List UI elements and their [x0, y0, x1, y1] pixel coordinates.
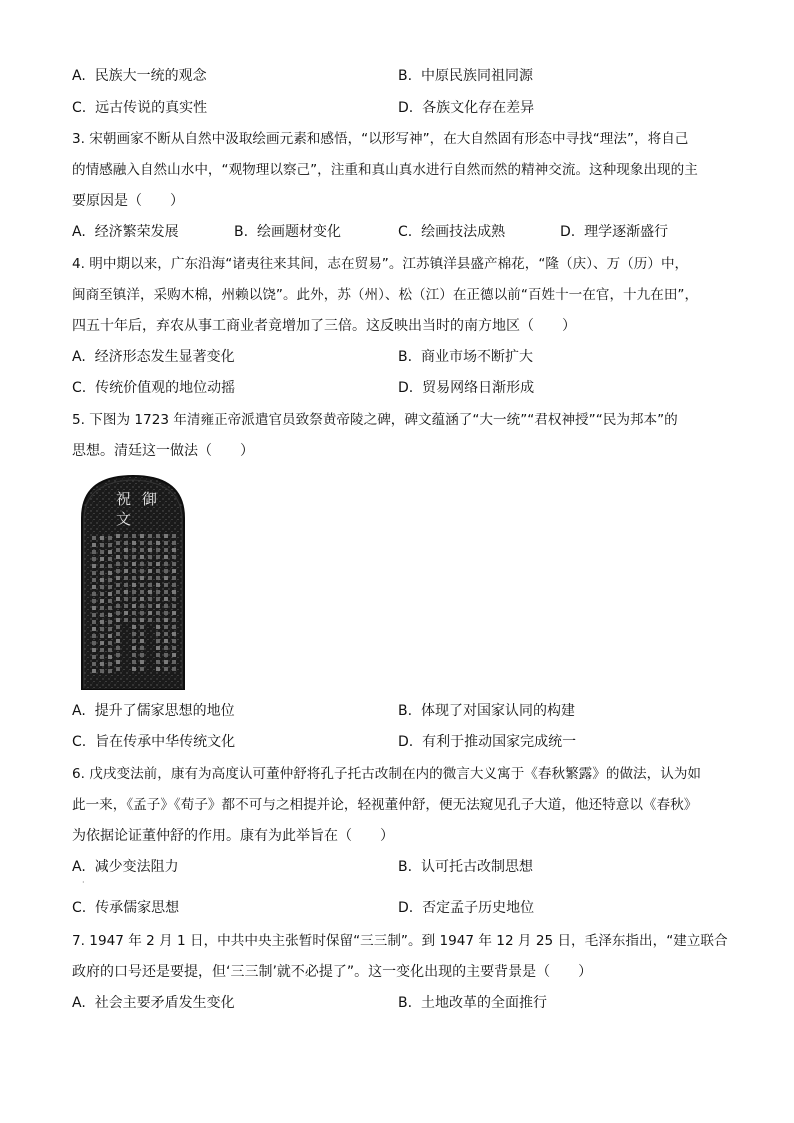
inscription-glyph-mark	[164, 576, 168, 580]
inscription-glyph-mark	[172, 534, 176, 538]
inscription-glyph-mark	[140, 646, 144, 650]
inscription-glyph-mark	[148, 583, 152, 587]
inscription-glyph-mark	[116, 562, 120, 566]
inscription-glyph-mark	[156, 583, 160, 587]
inscription-glyph-mark	[172, 562, 176, 566]
inscription-glyph-mark	[116, 590, 120, 594]
inscription-glyph-mark	[132, 660, 136, 664]
inscription-glyph-mark	[100, 655, 104, 659]
inscription-glyph-mark	[164, 618, 168, 622]
inscription-glyph-mark	[92, 613, 96, 617]
inscription-glyph-mark	[108, 669, 112, 673]
inscription-glyph-mark	[100, 634, 104, 638]
inscription-glyph-mark	[116, 611, 120, 615]
inscription-glyph-mark	[92, 571, 96, 575]
q5-stem-line-1: 5. 下图为 1723 年清雍正帝派遣官员致祭黄帝陵之碑，碑文蕴涵了“大一统”“君权神授”“民为邦本”的	[72, 412, 678, 428]
inscription-glyph-mark	[156, 660, 160, 664]
inscription-glyph-mark	[140, 632, 144, 636]
inscription-glyph-mark	[140, 576, 144, 580]
inscription-glyph-mark	[132, 555, 136, 559]
q3-option-a: A. 经济繁荣发展	[72, 224, 179, 240]
q5-option-b: B. 体现了对国家认同的构建	[398, 703, 575, 719]
inscription-glyph-mark	[172, 660, 176, 664]
inscription-glyph-mark	[164, 660, 168, 664]
inscription-glyph-mark	[140, 590, 144, 594]
inscription-glyph-mark	[100, 627, 104, 631]
q5-option-a: A. 提升了儒家思想的地位	[72, 703, 235, 719]
inscription-glyph-mark	[100, 592, 104, 596]
inscription-glyph-mark	[108, 606, 112, 610]
stele-rubbing-image	[78, 474, 188, 690]
inscription-glyph-mark	[148, 534, 152, 538]
inscription-glyph-mark	[172, 597, 176, 601]
inscription-glyph-mark	[148, 548, 152, 552]
inscription-glyph-mark	[100, 550, 104, 554]
inscription-glyph-mark	[100, 606, 104, 610]
inscription-glyph-mark	[92, 585, 96, 589]
inscription-glyph-mark	[92, 669, 96, 673]
inscription-glyph-mark	[164, 611, 168, 615]
inscription-glyph-mark	[92, 606, 96, 610]
inscription-glyph-mark	[124, 541, 128, 545]
q2-option-b: B. 中原民族同祖同源	[398, 68, 533, 84]
inscription-glyph-mark	[100, 662, 104, 666]
inscription-glyph-mark	[156, 548, 160, 552]
inscription-glyph-mark	[132, 597, 136, 601]
inscription-glyph-mark	[140, 611, 144, 615]
inscription-glyph-mark	[148, 618, 152, 622]
inscription-glyph-mark	[100, 641, 104, 645]
q7-option-b: B. 土地改革的全面推行	[398, 995, 547, 1011]
inscription-glyph-mark	[116, 653, 120, 657]
inscription-glyph-mark	[172, 632, 176, 636]
q6-option-b: B. 认可托古改制思想	[398, 859, 533, 875]
q3-option-b: B. 绘画题材变化	[234, 224, 341, 240]
inscription-glyph-mark	[92, 620, 96, 624]
inscription-glyph-mark	[140, 534, 144, 538]
inscription-glyph-mark	[156, 576, 160, 580]
q3-stem-line-1: 3. 宋朝画家不断从自然中汲取绘画元素和感悟，“以形写神”，在大自然固有形态中寻找“理法”，将自己	[72, 131, 689, 147]
q7-option-a: A. 社会主要矛盾发生变化	[72, 995, 235, 1011]
inscription-glyph-mark	[108, 543, 112, 547]
inscription-glyph-mark	[124, 576, 128, 580]
inscription-glyph-mark	[132, 611, 136, 615]
inscription-glyph-mark	[116, 660, 120, 664]
inscription-glyph-mark	[92, 627, 96, 631]
inscription-glyph-mark	[172, 604, 176, 608]
q3-stem-line-3: 要原因是（ ）	[72, 193, 184, 209]
inscription-glyph-mark	[156, 632, 160, 636]
inscription-glyph-mark	[132, 541, 136, 545]
stele-heading-char-3: 文	[116, 510, 132, 528]
inscription-glyph-mark	[148, 541, 152, 545]
q6-option-a: A. 减少变法阻力	[72, 859, 179, 875]
q4-option-d: D. 贸易网络日渐形成	[398, 380, 535, 396]
inscription-glyph-mark	[100, 669, 104, 673]
inscription-glyph-mark	[116, 548, 120, 552]
inscription-glyph-mark	[140, 653, 144, 657]
inscription-glyph-mark	[116, 583, 120, 587]
inscription-glyph-mark	[108, 620, 112, 624]
inscription-glyph-mark	[100, 543, 104, 547]
inscription-glyph-mark	[140, 562, 144, 566]
inscription-glyph-mark	[92, 543, 96, 547]
inscription-glyph-mark	[132, 576, 136, 580]
q5-option-d: D. 有利于推动国家完成统一	[398, 734, 577, 750]
inscription-glyph-mark	[156, 534, 160, 538]
inscription-glyph-mark	[156, 597, 160, 601]
inscription-glyph-mark	[156, 625, 160, 629]
inscription-glyph-mark	[116, 639, 120, 643]
inscription-glyph-mark	[140, 541, 144, 545]
inscription-glyph-mark	[156, 653, 160, 657]
inscription-glyph-mark	[108, 627, 112, 631]
inscription-glyph-mark	[156, 611, 160, 615]
inscription-glyph-mark	[148, 555, 152, 559]
inscription-glyph-mark	[116, 576, 120, 580]
q2-option-a: A. 民族大一统的观念	[72, 68, 207, 84]
q6-stem-line-1: 6. 戊戌变法前，康有为高度认可董仲舒将孔子托古改制在内的微言大义寓于《春秋繁露》的做法，认为如	[72, 766, 702, 782]
stray-dot-mark: ·	[82, 878, 85, 887]
inscription-glyph-mark	[108, 634, 112, 638]
inscription-glyph-mark	[100, 613, 104, 617]
q4-option-a: A. 经济形态发生显著变化	[72, 349, 235, 365]
inscription-glyph-mark	[124, 555, 128, 559]
inscription-glyph-mark	[108, 585, 112, 589]
inscription-glyph-mark	[148, 597, 152, 601]
q3-option-c: C. 绘画技法成熟	[398, 224, 506, 240]
inscription-glyph-mark	[100, 648, 104, 652]
q3-option-d: D. 理学逐渐盛行	[560, 224, 669, 240]
inscription-glyph-mark	[108, 655, 112, 659]
inscription-glyph-mark	[124, 583, 128, 587]
inscription-glyph-mark	[108, 662, 112, 666]
q6-stem-line-2: 此一来，《孟子》《荀子》都不可与之相提并论，轻视董仲舒，便无法窥见孔子大道，他还特意以《春秋》	[72, 797, 698, 813]
inscription-glyph-mark	[124, 597, 128, 601]
inscription-glyph-mark	[116, 569, 120, 573]
inscription-glyph-mark	[92, 662, 96, 666]
q5-option-c: C. 旨在传承中华传统文化	[72, 734, 236, 750]
inscription-glyph-mark	[156, 639, 160, 643]
inscription-glyph-mark	[100, 564, 104, 568]
inscription-glyph-mark	[100, 620, 104, 624]
inscription-glyph-mark	[172, 646, 176, 650]
inscription-glyph-mark	[92, 592, 96, 596]
inscription-glyph-mark	[108, 599, 112, 603]
inscription-glyph-mark	[172, 625, 176, 629]
inscription-glyph-mark	[172, 667, 176, 671]
q4-option-c: C. 传统价值观的地位动摇	[72, 380, 236, 396]
inscription-glyph-mark	[140, 660, 144, 664]
inscription-glyph-mark	[148, 562, 152, 566]
inscription-glyph-mark	[164, 569, 168, 573]
inscription-glyph-mark	[132, 646, 136, 650]
inscription-glyph-mark	[148, 569, 152, 573]
inscription-glyph-mark	[156, 646, 160, 650]
inscription-glyph-mark	[124, 569, 128, 573]
inscription-glyph-mark	[124, 548, 128, 552]
inscription-glyph-mark	[132, 590, 136, 594]
inscription-glyph-mark	[164, 646, 168, 650]
inscription-glyph-mark	[108, 648, 112, 652]
inscription-glyph-mark	[92, 564, 96, 568]
inscription-glyph-mark	[148, 590, 152, 594]
inscription-glyph-mark	[132, 625, 136, 629]
inscription-glyph-mark	[108, 613, 112, 617]
inscription-glyph-mark	[132, 534, 136, 538]
inscription-glyph-mark	[172, 618, 176, 622]
inscription-glyph-mark	[172, 541, 176, 545]
inscription-glyph-mark	[164, 562, 168, 566]
inscription-glyph-mark	[164, 625, 168, 629]
inscription-glyph-mark	[108, 571, 112, 575]
inscription-glyph-mark	[140, 604, 144, 608]
inscription-glyph-mark	[116, 667, 120, 671]
stele-heading-char-1: 祝	[116, 490, 132, 508]
q4-option-b: B. 商业市场不断扩大	[398, 349, 533, 365]
inscription-glyph-mark	[164, 541, 168, 545]
inscription-glyph-mark	[156, 590, 160, 594]
inscription-glyph-mark	[116, 597, 120, 601]
inscription-glyph-mark	[92, 634, 96, 638]
inscription-glyph-mark	[132, 632, 136, 636]
q2-option-c: C. 远古传说的真实性	[72, 100, 208, 116]
q7-stem-line-2: 政府的口号还是要提，但‘三三制’就不必提了”。这一变化出现的主要背景是（ ）	[72, 964, 593, 980]
q4-stem-line-1: 4. 明中期以来，广东沿海“诸夷往来其间，志在贸易”。江苏镇洋县盛产棉花，“隆（庆）、万（历）中，	[72, 256, 689, 272]
inscription-glyph-mark	[100, 557, 104, 561]
inscription-glyph-mark	[116, 604, 120, 608]
inscription-glyph-mark	[132, 569, 136, 573]
inscription-glyph-mark	[172, 611, 176, 615]
inscription-glyph-mark	[116, 625, 120, 629]
q6-option-c: C. 传承儒家思想	[72, 900, 180, 916]
q4-stem-line-3: 四五十年后，弃农从事工商业者竟增加了三倍。这反映出当时的南方地区（ ）	[72, 318, 576, 334]
inscription-glyph-mark	[140, 639, 144, 643]
inscription-glyph-mark	[132, 653, 136, 657]
inscription-glyph-mark	[108, 641, 112, 645]
q7-stem-line-1: 7. 1947 年 2 月 1 日，中共中央主张暂时保留“三三制”。到 1947 年 12 月 25 日，毛泽东指出，“建立联合	[72, 933, 728, 949]
q3-stem-line-2: 的情感融入自然山水中，“观物理以察己”，注重和真山真水进行自然而然的精神交流。这种现象出现的主	[72, 162, 698, 178]
inscription-glyph-mark	[140, 583, 144, 587]
inscription-glyph-mark	[132, 548, 136, 552]
inscription-glyph-mark	[156, 555, 160, 559]
inscription-glyph-mark	[164, 597, 168, 601]
inscription-glyph-mark	[172, 653, 176, 657]
inscription-glyph-mark	[140, 548, 144, 552]
inscription-glyph-mark	[172, 583, 176, 587]
inscription-glyph-mark	[172, 555, 176, 559]
inscription-glyph-mark	[164, 590, 168, 594]
inscription-glyph-mark	[132, 562, 136, 566]
inscription-glyph-mark	[164, 604, 168, 608]
inscription-glyph-mark	[164, 639, 168, 643]
inscription-glyph-mark	[148, 611, 152, 615]
q6-stem-line-3: 为依据论证董仲舒的作用。康有为此举旨在（ ）	[72, 828, 394, 844]
inscription-glyph-mark	[140, 569, 144, 573]
inscription-glyph-mark	[92, 599, 96, 603]
q5-stem-line-2: 思想。清廷这一做法（ ）	[72, 443, 254, 459]
inscription-glyph-mark	[164, 583, 168, 587]
inscription-glyph-mark	[92, 578, 96, 582]
inscription-glyph-mark	[140, 555, 144, 559]
inscription-glyph-mark	[172, 569, 176, 573]
inscription-glyph-mark	[116, 541, 120, 545]
inscription-glyph-mark	[164, 534, 168, 538]
inscription-glyph-mark	[100, 536, 104, 540]
inscription-glyph-mark	[116, 632, 120, 636]
inscription-glyph-mark	[164, 667, 168, 671]
inscription-glyph-mark	[124, 618, 128, 622]
inscription-glyph-mark	[108, 578, 112, 582]
inscription-glyph-mark	[164, 555, 168, 559]
inscription-glyph-mark	[108, 564, 112, 568]
inscription-glyph-mark	[92, 655, 96, 659]
inscription-glyph-mark	[124, 604, 128, 608]
inscription-glyph-mark	[156, 604, 160, 608]
inscription-glyph-mark	[132, 667, 136, 671]
inscription-glyph-mark	[116, 555, 120, 559]
inscription-glyph-mark	[140, 667, 144, 671]
inscription-glyph-mark	[172, 576, 176, 580]
inscription-glyph-mark	[148, 604, 152, 608]
inscription-glyph-mark	[92, 550, 96, 554]
inscription-glyph-mark	[164, 548, 168, 552]
inscription-glyph-mark	[172, 639, 176, 643]
inscription-glyph-mark	[124, 534, 128, 538]
inscription-glyph-mark	[92, 641, 96, 645]
inscription-glyph-mark	[116, 646, 120, 650]
q6-option-d: D. 否定孟子历史地位	[398, 900, 535, 916]
inscription-glyph-mark	[92, 557, 96, 561]
q4-stem-line-2: 闽商至镇洋，采购木棉，州赖以饶”。此外，苏（州）、松（江）在正德以前“百姓十一在官，十九在田”，	[72, 287, 699, 303]
inscription-glyph-mark	[108, 557, 112, 561]
inscription-glyph-mark	[92, 648, 96, 652]
inscription-glyph-mark	[132, 618, 136, 622]
inscription-glyph-mark	[100, 578, 104, 582]
inscription-glyph-mark	[108, 550, 112, 554]
inscription-glyph-mark	[116, 534, 120, 538]
inscription-glyph-mark	[156, 618, 160, 622]
inscription-glyph-mark	[132, 639, 136, 643]
inscription-glyph-mark	[140, 618, 144, 622]
inscription-glyph-mark	[140, 625, 144, 629]
inscription-glyph-mark	[172, 548, 176, 552]
inscription-glyph-mark	[116, 618, 120, 622]
inscription-glyph-mark	[108, 536, 112, 540]
inscription-glyph-mark	[156, 569, 160, 573]
inscription-glyph-mark	[164, 632, 168, 636]
inscription-glyph-mark	[172, 590, 176, 594]
inscription-glyph-mark	[124, 611, 128, 615]
inscription-glyph-mark	[164, 653, 168, 657]
inscription-glyph-mark	[140, 597, 144, 601]
inscription-glyph-mark	[124, 562, 128, 566]
inscription-glyph-mark	[100, 585, 104, 589]
inscription-glyph-mark	[156, 667, 160, 671]
inscription-glyph-mark	[148, 576, 152, 580]
q2-option-d: D. 各族文化存在差异	[398, 100, 535, 116]
inscription-glyph-mark	[100, 571, 104, 575]
inscription-glyph-mark	[156, 562, 160, 566]
inscription-glyph-mark	[100, 599, 104, 603]
inscription-glyph-mark	[132, 583, 136, 587]
inscription-glyph-mark	[124, 590, 128, 594]
stele-heading-char-2: 御	[142, 490, 158, 508]
inscription-glyph-mark	[108, 592, 112, 596]
inscription-glyph-mark	[156, 541, 160, 545]
inscription-glyph-mark	[132, 604, 136, 608]
inscription-glyph-mark	[92, 536, 96, 540]
